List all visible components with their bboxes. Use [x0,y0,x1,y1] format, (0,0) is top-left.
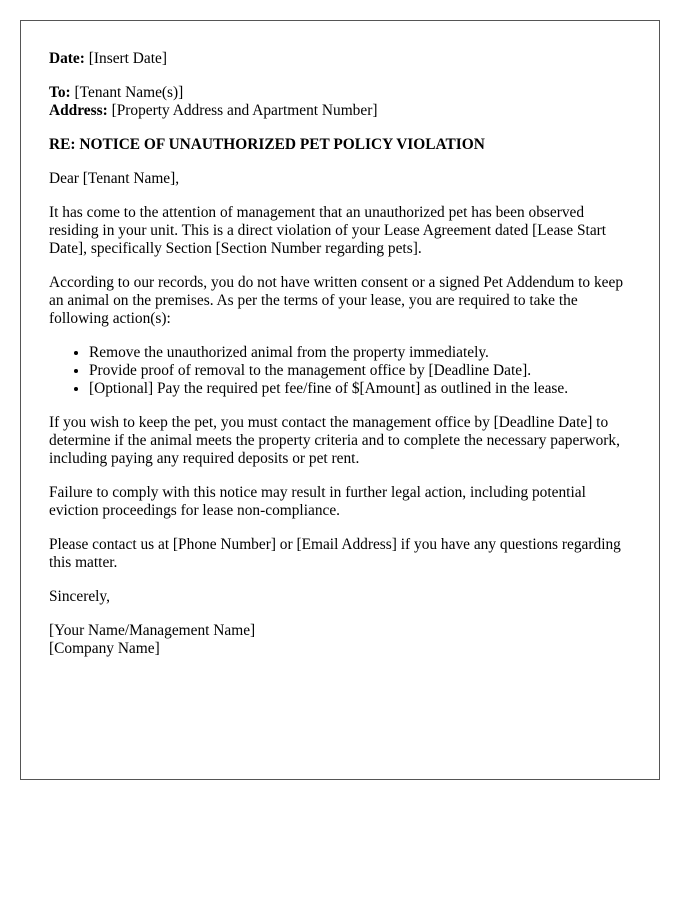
to-label: To: [49,84,71,101]
date-label: Date: [49,50,85,67]
body-paragraph-1: It has come to the attention of management that an unauthorized pet has been observed residing in your unit. This is a direct violation of your Lease Agreement dated [Lease Start Date], specifically Section [Section Number regarding pets]. [49,204,607,257]
body-paragraph-4: Failure to comply with this notice may result in further legal action, including potential eviction proceedings for lease non-compliance. [49,484,586,519]
address-value: [Property Address and Apartment Number] [111,102,378,119]
address-line [49,102,631,120]
letter-page [20,20,660,780]
body-paragraph-2: According to our records, you do not have written consent or a signed Pet Addendum to keep an animal on the premises. As per the terms of your lease, you are required to take the following action(s): [49,274,624,327]
subject-line: RE: NOTICE OF UNAUTHORIZED PET POLICY VIOLATION [49,136,485,153]
action-list [49,344,631,398]
action-item: • Provide proof of removal to the management office by [Deadline Date]. [89,362,631,380]
to-line [49,84,631,102]
closing: Sincerely, [49,588,110,605]
signature-name: [Your Name/Management Name] [49,622,256,639]
signature-company: [Company Name] [49,640,160,657]
to-value: [Tenant Name(s)] [74,84,184,101]
salutation: Dear [Tenant Name], [49,170,180,187]
address-label: Address: [49,102,108,119]
date-line [49,50,631,68]
action-item: • Remove the unauthorized animal from the property immediately. [89,344,631,362]
action-item: • [Optional] Pay the required pet fee/fine of $[Amount] as outlined in the lease. [89,380,631,398]
date-value: [Insert Date] [88,50,167,67]
body-paragraph-5: Please contact us at [Phone Number] or [Email Address] if you have any questions regarding this matter. [49,536,621,571]
body-paragraph-3: If you wish to keep the pet, you must contact the management office by [Deadline Date] to determine if the animal meets the property criteria and to complete the necessary paperwork, including paying any required deposits or pet rent. [49,414,620,467]
